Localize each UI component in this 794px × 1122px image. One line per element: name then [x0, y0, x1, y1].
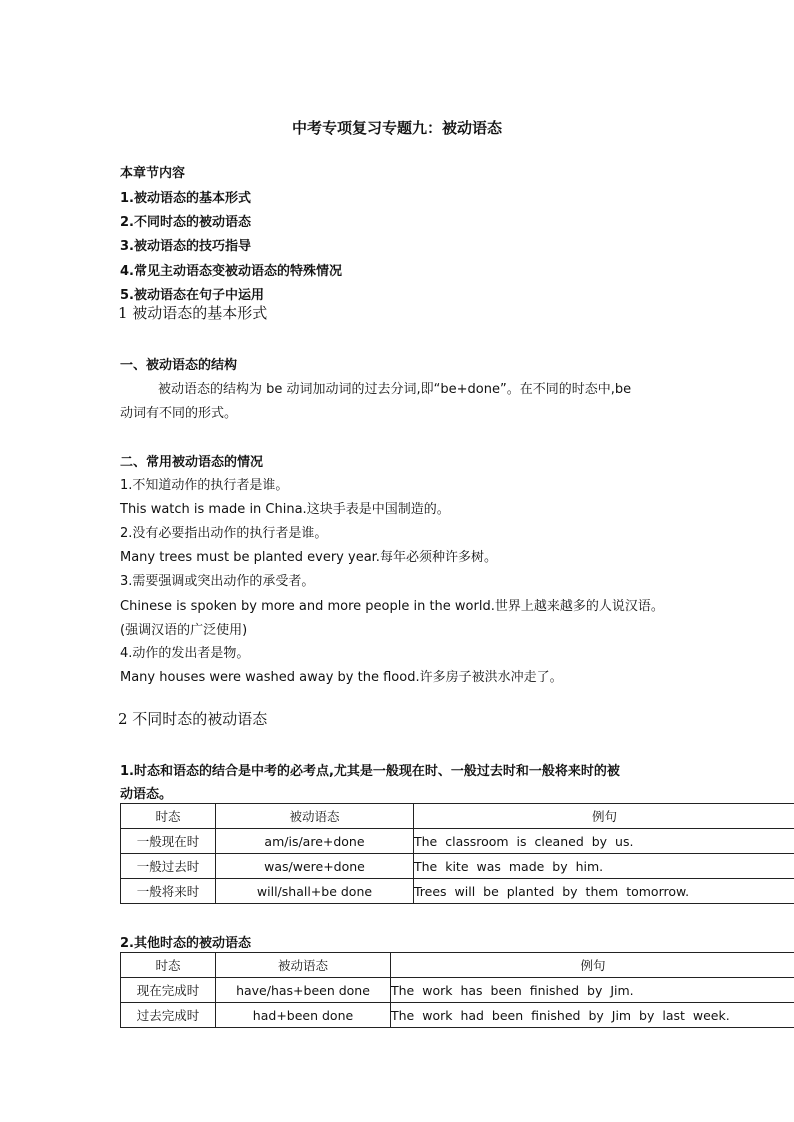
contents-item: 5.被动语态在句子中运用	[120, 288, 264, 303]
table-row	[121, 978, 794, 1003]
point1-line1: 1.时态和语态的结合是中考的必考点,尤其是一般现在时、一般过去时和一般将来时的被	[120, 764, 620, 779]
table-row	[121, 879, 794, 904]
header-cell: 被动语态	[216, 804, 414, 829]
usage-heading: 二、常用被动语态的情况	[120, 455, 264, 470]
tense-cell: 现在完成时	[121, 978, 216, 1003]
usage-note: (强调汉语的广泛使用)	[120, 623, 248, 638]
table-row	[121, 854, 794, 879]
form-cell: am/is/are+done	[216, 829, 414, 854]
form-cell: was/were+done	[216, 854, 414, 879]
header-cell: 时态	[121, 953, 216, 978]
tense-table-1	[120, 803, 794, 904]
tense-cell: 过去完成时	[121, 1003, 216, 1028]
structure-paragraph-line1: 被动语态的结构为 be 动词加动词的过去分词,即“be+done”。在不同的时态中,be	[158, 382, 632, 397]
form-cell: will/shall+be done	[216, 879, 414, 904]
structure-heading: 一、被动语态的结构	[120, 358, 238, 373]
usage-line: 4.动作的发出者是物。	[120, 646, 250, 661]
header-cell: 时态	[121, 804, 216, 829]
contents-item: 3.被动语态的技巧指导	[120, 239, 251, 254]
example-cell: The kite was made by him.	[414, 854, 794, 879]
usage-example: Many houses were washed away by the flood.许多房子被洪水冲走了。	[120, 670, 563, 685]
point2-heading: 2.其他时态的被动语态	[120, 936, 251, 951]
usage-line: 3.需要强调或突出动作的承受者。	[120, 574, 315, 589]
usage-example: This watch is made in China.这块手表是中国制造的。	[120, 502, 450, 517]
example-cell: The work has been finished by Jim.	[391, 978, 794, 1003]
example-cell: The classroom is cleaned by us.	[414, 829, 794, 854]
usage-example: Many trees must be planted every year.每年必须种许多树。	[120, 550, 497, 565]
table-row	[121, 829, 794, 854]
example-cell: The work had been finished by Jim by last week.	[391, 1003, 794, 1028]
tense-cell: 一般现在时	[121, 829, 216, 854]
section-2-title: 2 不同时态的被动语态	[118, 710, 268, 728]
table-row	[121, 1003, 794, 1028]
tense-cell: 一般将来时	[121, 879, 216, 904]
table-header-row	[121, 953, 794, 978]
section-1-title: 1 被动语态的基本形式	[118, 304, 268, 322]
contents-item: 1.被动语态的基本形式	[120, 191, 251, 206]
header-cell: 被动语态	[216, 953, 391, 978]
example-cell: Trees will be planted by them tomorrow.	[414, 879, 794, 904]
contents-heading: 本章节内容	[120, 166, 186, 181]
usage-line: 1.不知道动作的执行者是谁。	[120, 478, 289, 493]
tense-table-2	[120, 952, 794, 1028]
form-cell: had+been done	[216, 1003, 391, 1028]
header-cell: 例句	[391, 953, 794, 978]
contents-item: 4.常见主动语态变被动语态的特殊情况	[120, 264, 342, 279]
table-header-row	[121, 804, 794, 829]
tense-cell: 一般过去时	[121, 854, 216, 879]
point1-line2: 动语态。	[120, 787, 173, 802]
form-cell: have/has+been done	[216, 978, 391, 1003]
usage-line: 2.没有必要指出动作的执行者是谁。	[120, 526, 328, 541]
contents-item: 2.不同时态的被动语态	[120, 215, 251, 230]
structure-paragraph-line2: 动词有不同的形式。	[120, 406, 238, 421]
page-title: 中考专项复习专题九：被动语态	[291, 119, 502, 137]
usage-example: Chinese is spoken by more and more people in the world.世界上越来越多的人说汉语。	[120, 599, 664, 614]
header-cell: 例句	[414, 804, 794, 829]
